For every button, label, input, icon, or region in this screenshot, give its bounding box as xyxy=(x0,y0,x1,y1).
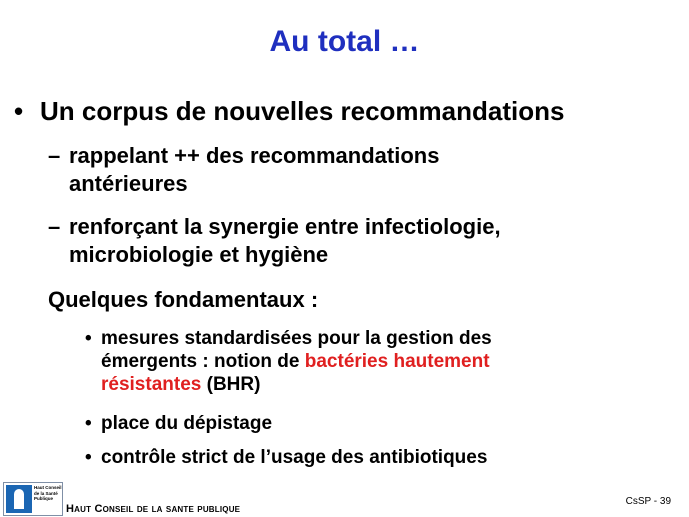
sub-bullet-line: rappelant ++ des recommandations xyxy=(69,143,440,168)
sub-bullet-synergy xyxy=(48,213,668,269)
bullet-marker: • xyxy=(85,413,92,434)
fundamental-item-text: contrôle strict de l’usage des antibiotiques xyxy=(101,447,488,468)
sub-bullet-line: antérieures xyxy=(69,171,188,196)
dash-marker: – xyxy=(48,214,61,239)
fundamental-item-screening xyxy=(85,412,645,435)
hcsp-logo xyxy=(3,482,63,516)
main-bullet xyxy=(14,95,684,127)
footer-organization: Haut Conseil de la sante publique xyxy=(66,503,241,515)
bhr-highlight: bactéries hautement résistantes xyxy=(101,351,490,395)
fundamental-item-text: place du dépistage xyxy=(101,413,273,434)
fundamentals-heading: Quelques fondamentaux : xyxy=(48,287,319,312)
bullet-marker: • xyxy=(85,447,92,468)
fundamental-text-part: (BHR) xyxy=(201,374,261,395)
sub-bullet-line: microbiologie et hygiène xyxy=(69,242,329,267)
hcsp-logo-icon xyxy=(6,485,32,513)
sub-bullet-line: renforçant la synergie entre infectiologie, xyxy=(69,214,501,239)
bullet-marker: • xyxy=(85,328,92,349)
dash-marker: – xyxy=(48,143,61,168)
slide-title: Au total … xyxy=(269,25,420,58)
fundamental-text-part: mesures standardisées pour la gestion des émergents : notion de xyxy=(101,328,492,372)
bullet-marker: • xyxy=(14,96,24,126)
fundamental-item-text xyxy=(101,327,585,396)
sub-bullet-recommendations xyxy=(48,142,668,198)
logo-text: Haut Conseil de la Santé Publique xyxy=(34,485,62,501)
fundamental-item-standards xyxy=(85,327,585,396)
main-bullet-text: Un corpus de nouvelles recommandations xyxy=(40,96,565,126)
page-number: CsSP - 39 xyxy=(625,496,671,507)
fundamental-item-antibiotics xyxy=(85,446,645,469)
